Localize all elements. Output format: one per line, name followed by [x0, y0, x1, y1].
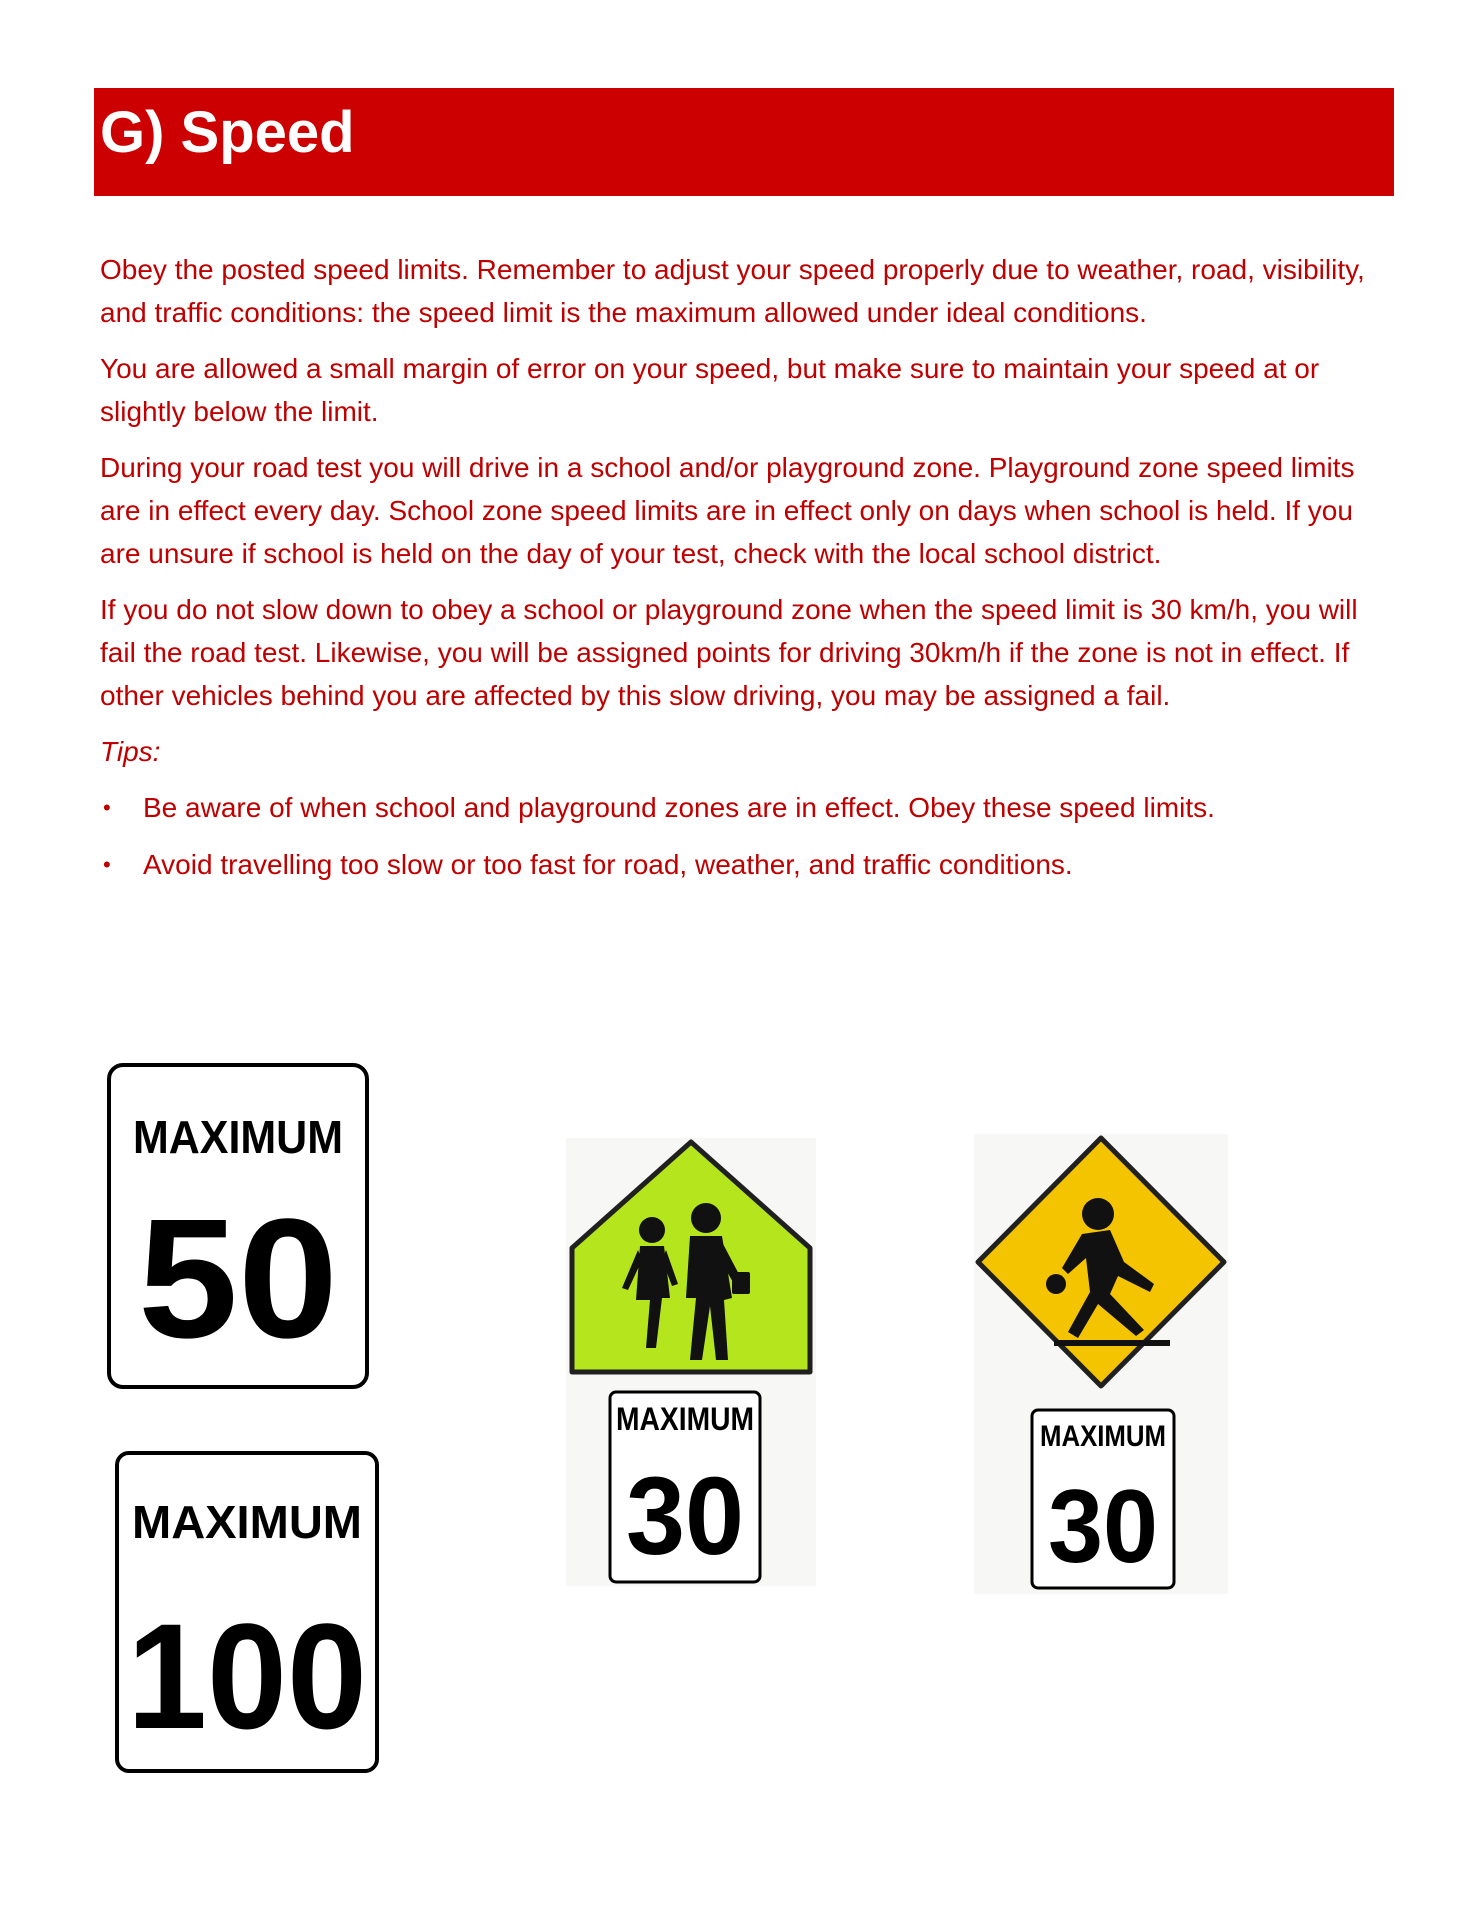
sign-speed-value: 100 — [127, 1592, 367, 1760]
paragraph-zone-fail: If you do not slow down to obey a school or playground zone when the speed limit is 30 km/h, you will fail the road test. Likewise, you will be assigned points for driving 30km/h if the zone is not in effect. If other vehicles behind you are affected by this slow driving, you may be assigned a fail. — [100, 594, 1358, 711]
tips-list — [100, 786, 1400, 886]
sign-speed-value: 30 — [1048, 1469, 1158, 1585]
bullet-icon: • — [103, 795, 111, 820]
bullet-icon: • — [103, 852, 111, 877]
list-item — [100, 786, 1400, 829]
sign-label: MAXIMUM — [1040, 1420, 1166, 1453]
sign-speed-value: 30 — [626, 1455, 744, 1578]
main-content — [100, 248, 1400, 900]
sign-label: MAXIMUM — [132, 1496, 362, 1548]
page-title: G) Speed — [100, 100, 355, 165]
sign-label: MAXIMUM — [133, 1111, 343, 1163]
sign-speed-value: 50 — [138, 1184, 338, 1374]
tips-label: Tips: — [100, 736, 161, 767]
paragraph-speed-limits: Obey the posted speed limits. Remember to adjust your speed properly due to weather, road, visibility, and traffic conditions: the speed limit is the maximum allowed under ideal conditions. — [100, 254, 1365, 328]
list-item — [100, 843, 1400, 886]
section-header-banner — [94, 88, 1394, 196]
sign-label: MAXIMUM — [616, 1401, 754, 1437]
paragraph-margin-of-error: You are allowed a small margin of error on your speed, but make sure to maintain your speed at or slightly below the limit. — [100, 353, 1320, 427]
maximum-50-sign — [104, 1060, 372, 1392]
maximum-100-sign — [112, 1448, 382, 1778]
paragraph-school-playground-zones: During your road test you will drive in a school and/or playground zone. Playground zone speed limits are in effect every day. School zone speed limits are in effect only on days when school is held. If you are unsure if school is held on the day of your test, check with the local school district. — [100, 452, 1355, 569]
tip-text: Be aware of when school and playground zones are in effect. Obey these speed limits. — [143, 792, 1215, 823]
school-zone-sign — [566, 1138, 816, 1586]
playground-zone-sign — [974, 1134, 1228, 1594]
tip-text: Avoid travelling too slow or too fast for road, weather, and traffic conditions. — [143, 849, 1073, 880]
